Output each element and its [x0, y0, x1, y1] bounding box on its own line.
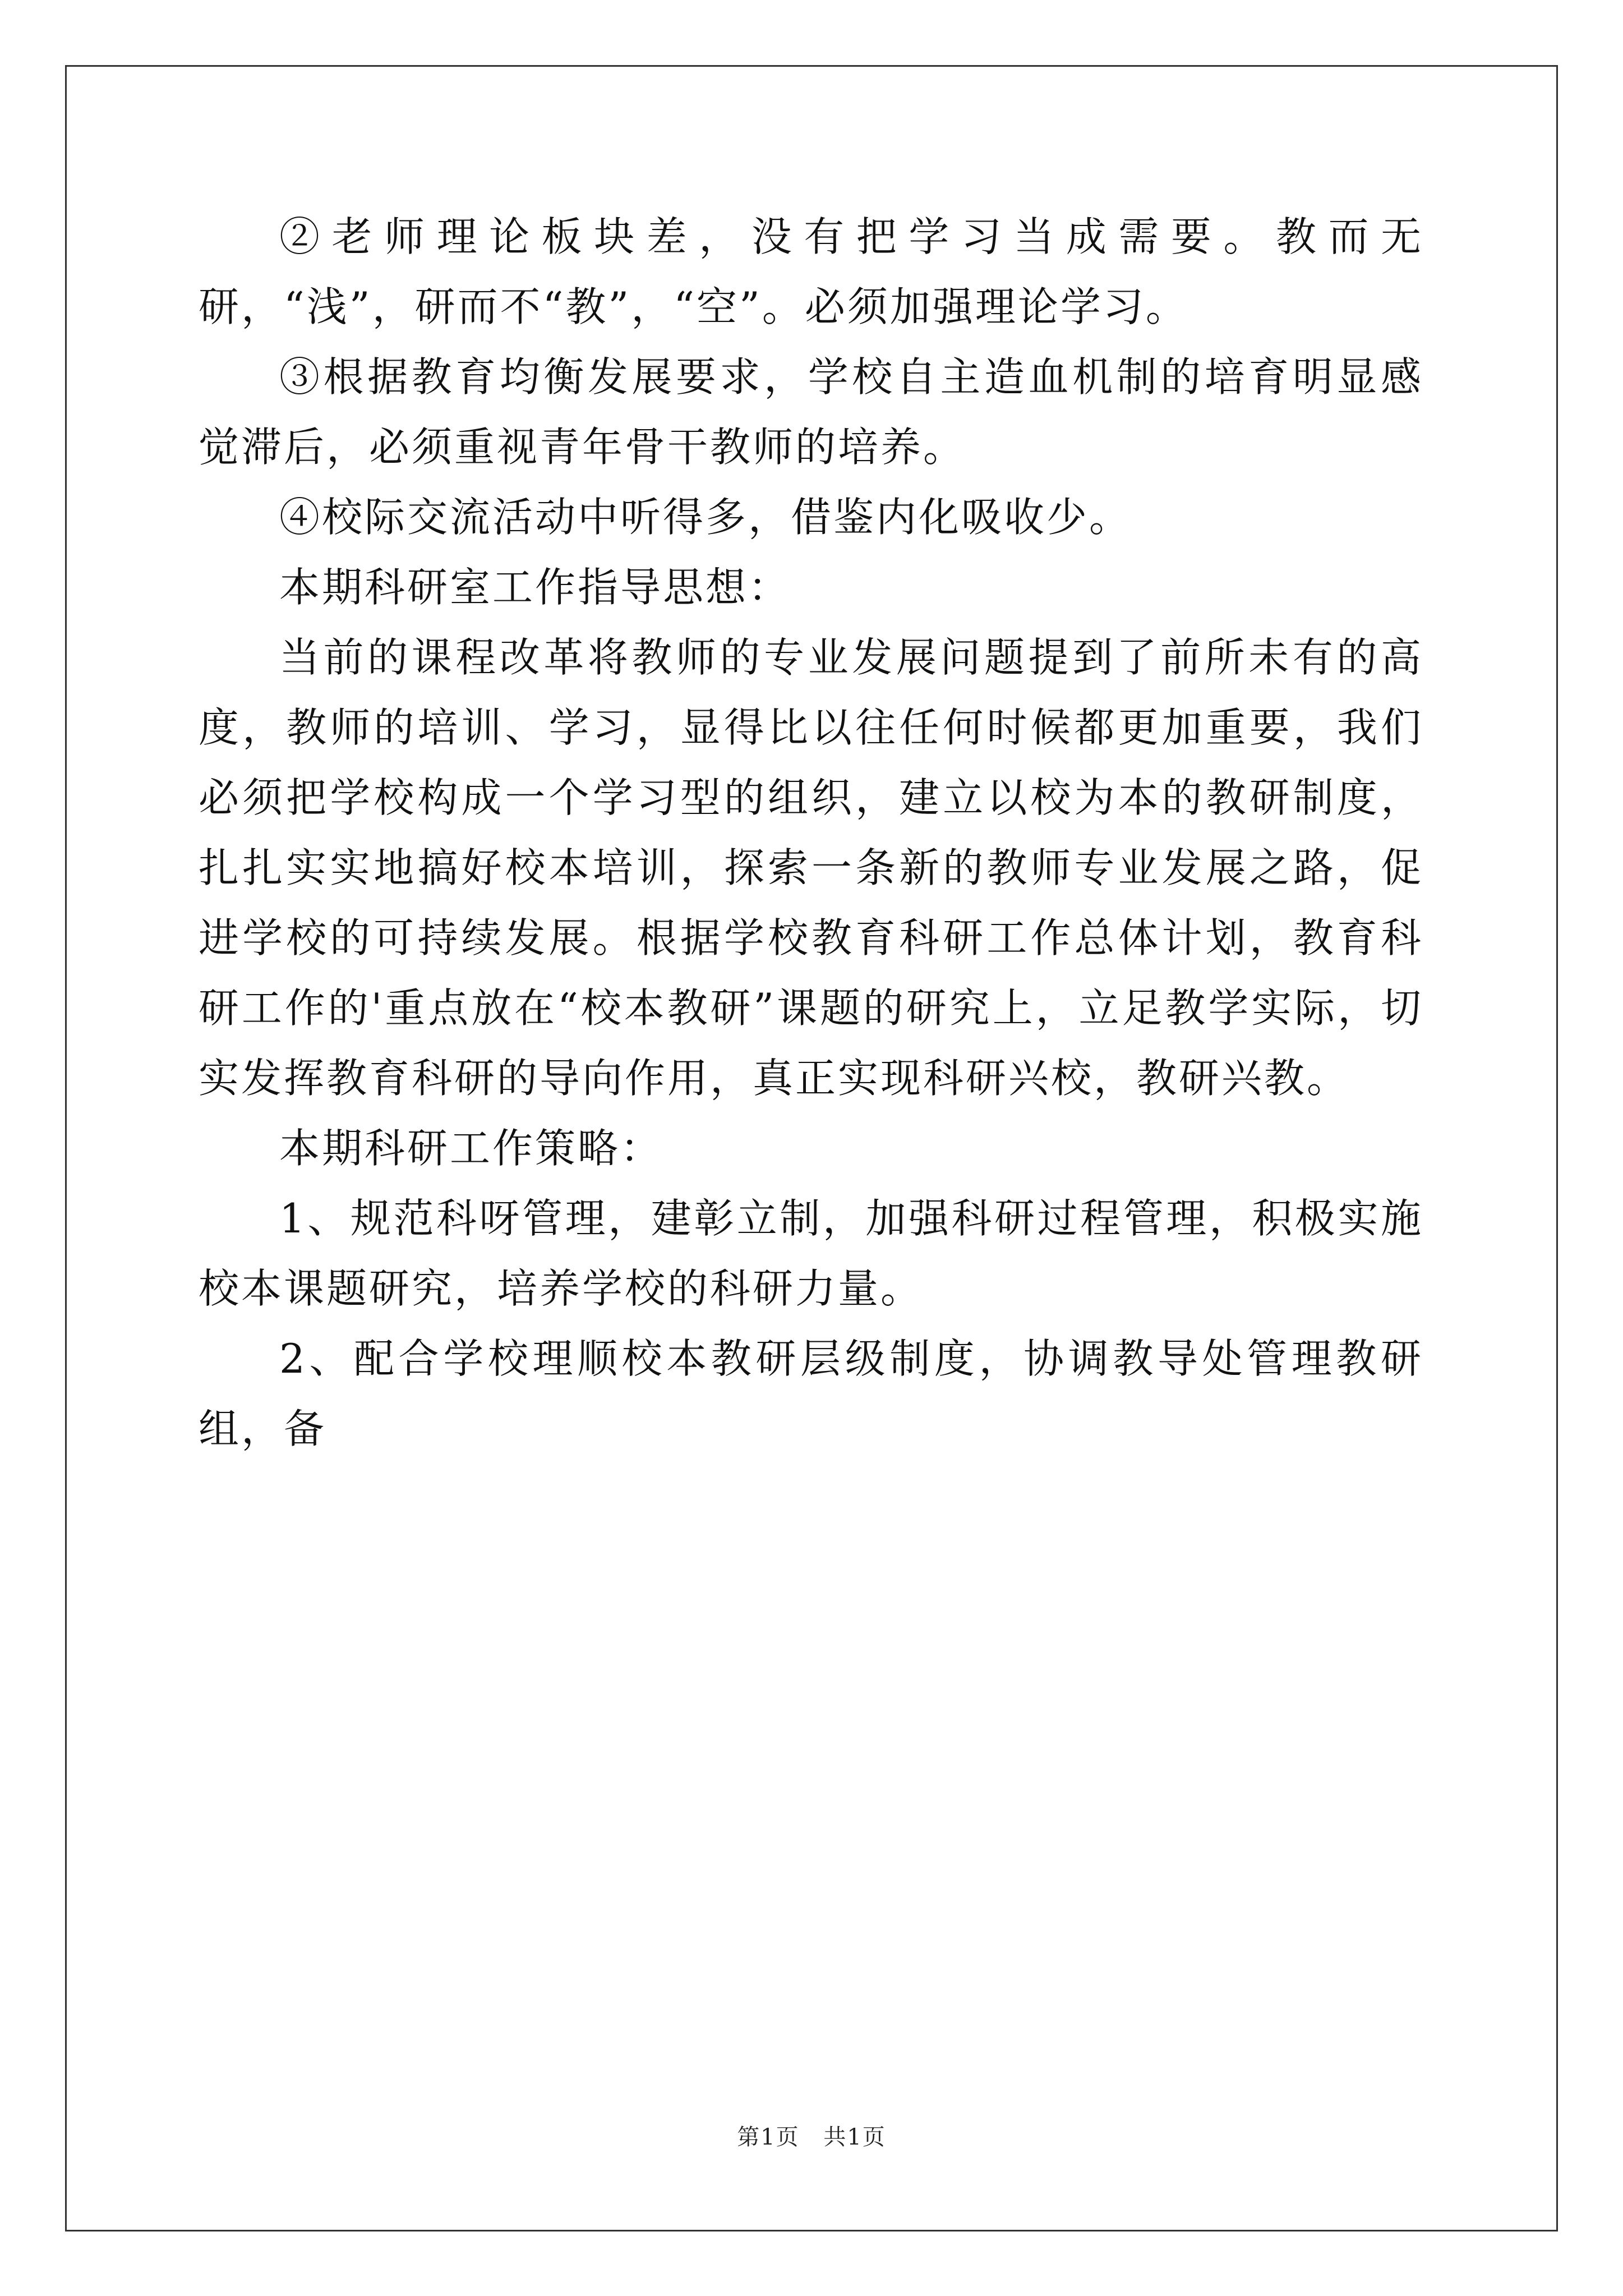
document-body [199, 202, 1423, 1464]
paragraph-4: 本期科研室工作指导思想： [279, 564, 791, 611]
paragraph-8: 2、配合学校理顺校本教研层级制度，协调教导处管理教研组，备 [199, 1335, 1423, 1452]
page-number: 第1页 [737, 2124, 800, 2150]
page-footer [0, 2120, 1623, 2154]
paragraph-3: ④校际交流活动中听得多，借鉴内化吸收少。 [279, 494, 1132, 541]
paragraph-2: ③根据教育均衡发展要求，学校自主造血机制的培育明显感觉滞后，必须重视青年骨干教师的培养。 [199, 353, 1423, 471]
paragraph-1: ②老师理论板块差，没有把学习当成需要。教而无研，“浅”，研而不“教”，“空”。必须加强理论学习。 [199, 213, 1423, 330]
page-total: 共1页 [823, 2124, 886, 2150]
paragraph-7: 1、规范科呀管理，建彰立制，加强科研过程管理，积极实施校本课题研究，培养学校的科研力量。 [199, 1195, 1423, 1312]
paragraph-5: 当前的课程改革将教师的专业发展问题提到了前所未有的高度，教师的培训、学习，显得比以往任何时候都更加重要，我们必须把学校构成一个学习型的组织，建立以校为本的教研制度，扎扎实实地搞好校本培训，探索一条新的教师专业发展之路，促进学校的可持续发展。根据学校教育科研工作总体计划，教育科研工作的'重点放在“校本教研”课题的研究上，立足教学实际，切实发挥教育科研的导向作用，真正实现科研兴校，教研兴教。 [199, 634, 1423, 1102]
paragraph-6: 本期科研工作策略： [279, 1125, 663, 1172]
